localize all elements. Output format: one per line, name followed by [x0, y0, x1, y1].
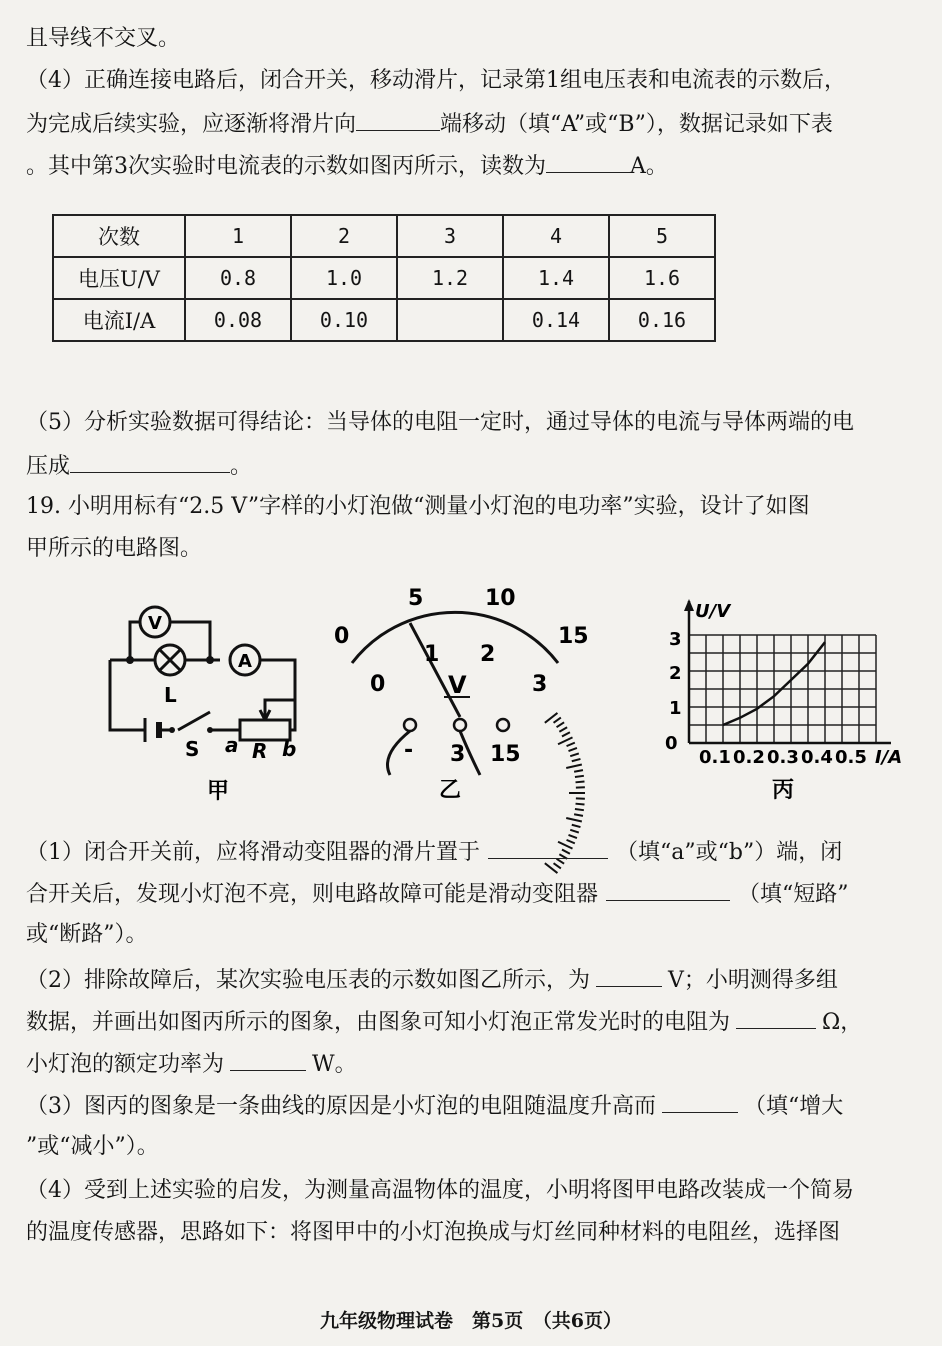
answer-blank[interactable]	[606, 878, 730, 901]
answer-blank[interactable]	[70, 450, 230, 473]
table-row	[53, 257, 715, 299]
answer-blank[interactable]	[356, 108, 440, 131]
text-line: 且导线不交叉。	[26, 26, 181, 51]
question-4-line2: 为完成后续实验，应逐渐将滑片向 端移动（填“A”或“B”），数据记录如下表	[26, 108, 833, 140]
dial-inner-label: 1	[424, 642, 440, 667]
table-cell: 0.08	[185, 299, 291, 341]
rheostat-end-b: b	[282, 737, 297, 761]
table-row	[53, 299, 715, 341]
question-19-2: （2）排除故障后，某次实验电压表的示数如图乙所示，为 V；小明测得多组	[26, 964, 838, 996]
figure-caption: 乙	[438, 778, 462, 803]
dial-outer-label: 0	[334, 624, 350, 649]
table-row	[53, 215, 715, 257]
dial-outer-label: 5	[408, 586, 424, 611]
x-tick-label: 0.1	[699, 747, 731, 768]
dial-tick	[558, 737, 572, 744]
terminal-icon[interactable]	[497, 719, 509, 731]
dial-tick	[574, 814, 583, 816]
table-cell: 0.10	[291, 299, 397, 341]
ammeter-label: A	[238, 651, 252, 672]
x-tick-label: 0.3	[767, 747, 799, 768]
table-cell: 1.4	[503, 257, 609, 299]
dial-tick	[575, 809, 584, 810]
dial-tick	[567, 743, 575, 746]
table-cell: 1.2	[397, 257, 503, 299]
table-cell[interactable]	[397, 299, 503, 341]
answer-blank[interactable]	[596, 964, 662, 987]
rheostat-label: R	[252, 739, 268, 763]
ui-graph	[655, 595, 915, 805]
figure-caption: 甲	[206, 779, 230, 804]
y-tick-label: 2	[669, 663, 682, 684]
y-tick-label: 3	[669, 629, 682, 650]
table-cell: 0.16	[609, 299, 715, 341]
circuit-diagram	[100, 600, 310, 804]
question-4: （4）正确连接电路后，闭合开关，移动滑片，记录第1组电压表和电流表的示数后，	[26, 68, 846, 93]
table-cell: 1	[185, 215, 291, 257]
data-table	[52, 214, 716, 342]
table-cell: 0.8	[185, 257, 291, 299]
terminal-label: -	[404, 738, 414, 763]
dial-tick	[562, 732, 570, 736]
answer-blank[interactable]	[230, 1048, 306, 1071]
dial-inner-label: 2	[480, 642, 496, 667]
dial-tick	[566, 764, 582, 768]
question-19-3: （3）图丙的图象是一条曲线的原因是小灯泡的电阻随温度升高而 （填“增大	[26, 1090, 843, 1122]
terminal-icon[interactable]	[404, 719, 416, 731]
question-19-1-line3: 或“断路”）。	[26, 922, 148, 947]
question-5-line2: 压成 。	[26, 450, 252, 482]
table-cell: 1.0	[291, 257, 397, 299]
dial-tick	[576, 804, 585, 805]
terminal-label: 3	[450, 742, 466, 767]
y-axis-label: U/V	[695, 601, 731, 622]
question-19-3-line2: ”或“减小”）。	[26, 1134, 159, 1159]
voltmeter-label: V	[148, 613, 162, 634]
dial-outer-label: 15	[558, 624, 589, 649]
question-5: （5）分析实验数据可得结论：当导体的电阻一定时，通过导体的电流与导体两端的电	[26, 410, 854, 435]
y-tick-label: 0	[665, 733, 678, 754]
question-19-line2: 甲所示的电路图。	[26, 536, 203, 561]
terminal-icon[interactable]	[454, 719, 466, 731]
question-19-2-line2: 数据，并画出如图丙所示的图象，由图象可知小灯泡正常发光时的电阻为 Ω，	[26, 1006, 862, 1038]
table-cell: 电流I/A	[53, 299, 185, 341]
table-cell: 次数	[53, 215, 185, 257]
dial-tick	[570, 753, 579, 756]
dial-outer-label: 10	[485, 586, 516, 611]
answer-blank[interactable]	[662, 1090, 738, 1113]
dial-unit: V	[448, 671, 467, 699]
page-footer: 九年级物理试卷 第5页 （共6页）	[320, 1310, 622, 1332]
table-cell: 1.6	[609, 257, 715, 299]
dial-tick	[554, 718, 561, 723]
question-19-1-line2: 合开关后，发现小灯泡不亮，则电路故障可能是滑动变阻器 （填“短路”	[26, 878, 849, 910]
rheostat-end-a: a	[225, 733, 239, 757]
question-19-1: （1）闭合开关前，应将滑动变阻器的滑片置于 （填“a”或“b”）端，闭	[26, 836, 842, 868]
dial-tick	[574, 770, 583, 772]
dial-tick	[575, 776, 584, 777]
dial-tick	[566, 818, 582, 822]
switch-label: S	[185, 737, 200, 761]
dial-tick	[569, 748, 577, 751]
question-4-line3: 。其中第3次实验时电流表的示数如图丙所示，读数为 A。	[26, 150, 668, 182]
terminal-label: 15	[490, 742, 521, 767]
question-19-4: （4）受到上述实验的启发，为测量高温物体的温度，小明将图甲电路改装成一个简易	[26, 1178, 854, 1203]
answer-blank[interactable]	[736, 1006, 816, 1029]
x-axis-label: I/A	[875, 747, 903, 768]
table-cell: 3	[397, 215, 503, 257]
y-tick-label: 1	[669, 698, 682, 719]
dial-tick	[576, 782, 585, 783]
lamp-label: L	[164, 683, 177, 707]
question-19-2-line3: 小灯泡的额定功率为 W。	[26, 1048, 357, 1080]
dial-tick	[559, 727, 567, 732]
dial-inner-label: 0	[370, 672, 386, 697]
dial-tick	[572, 825, 581, 827]
switch-icon	[169, 727, 175, 733]
question-19: 19. 小明用标有“2.5 V”字样的小灯泡做“测量小灯泡的电功率”实验，设计了如图	[26, 494, 810, 519]
dial-tick	[572, 759, 581, 761]
answer-blank[interactable]	[546, 150, 630, 173]
figure-caption: 丙	[771, 778, 795, 803]
table-cell: 5	[609, 215, 715, 257]
question-19-4-line2: 的温度传感器，思路如下：将图甲中的小灯泡换成与灯丝同种材料的电阻丝，选择图	[26, 1220, 841, 1245]
dial-tick	[557, 722, 565, 727]
dial-needle	[410, 623, 460, 717]
dial-tick	[570, 830, 579, 833]
table-cell: 2	[291, 215, 397, 257]
table-cell: 4	[503, 215, 609, 257]
x-tick-label: 0.5	[835, 747, 867, 768]
table-cell: 电压U/V	[53, 257, 185, 299]
table-cell: 0.14	[503, 299, 609, 341]
answer-blank[interactable]	[488, 836, 608, 859]
x-tick-label: 0.4	[801, 747, 833, 768]
dial-inner-label: 3	[532, 672, 548, 697]
x-tick-label: 0.2	[733, 747, 765, 768]
voltmeter-dial	[320, 585, 589, 805]
